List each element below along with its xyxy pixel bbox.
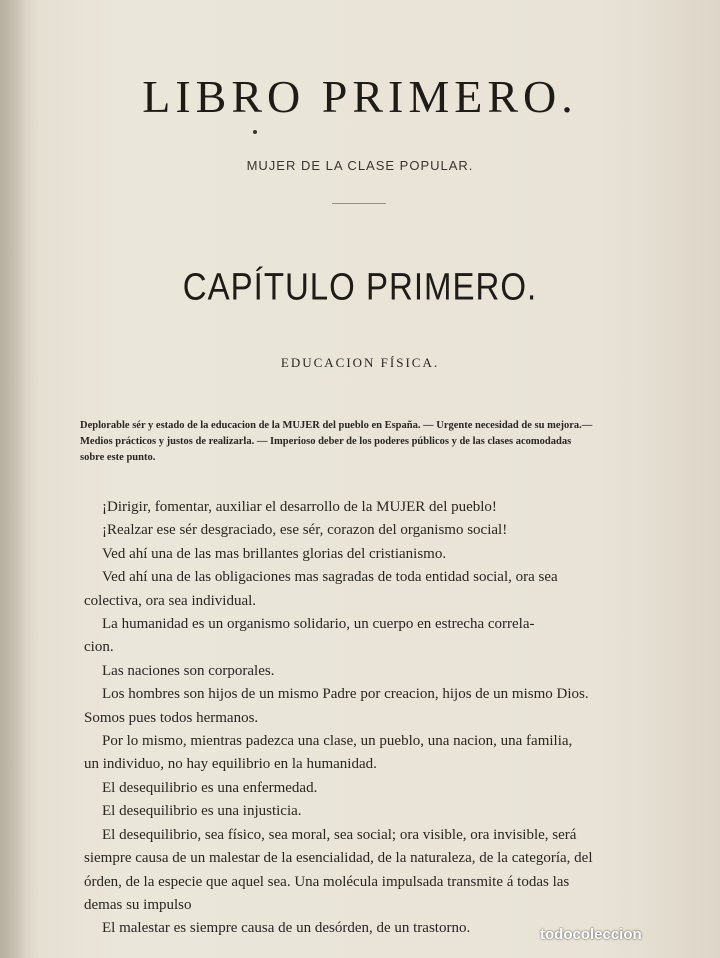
body-text [84, 496, 709, 941]
body-line: Ved ahí una de las obligaciones mas sagradas de toda entidad social, ora sea [102, 569, 558, 586]
body-line: órden, de la especie que aquel sea. Una molécula impulsada transmite á todas las [84, 873, 570, 890]
body-line: El desequilibrio es una injusticia. [102, 803, 302, 820]
divider-rule [332, 203, 386, 204]
body-line: siempre causa de un malestar de la esencialidad, de la naturaleza, de la categoría, del [84, 850, 593, 867]
summary-line: Deplorable sér y estado de la educacion de la MUJER del pueblo en España. — Urgente necesidad de su mejora.— [80, 420, 593, 431]
body-line: El desequilibrio es una enfermedad. [102, 779, 318, 796]
body-line: El malestar es siempre causa de un desórden, de un trastorno. [102, 920, 471, 937]
chapter-summary [80, 418, 700, 466]
body-line: Por lo mismo, mientras padezca una clase, un pueblo, una nacion, una familia, [102, 733, 573, 750]
body-line: La humanidad es un organismo solidario, un cuerpo en estrecha correla- [102, 616, 535, 633]
body-line: colectiva, ora sea individual. [84, 592, 257, 609]
body-line: demas su impulso [84, 896, 192, 913]
summary-line: Medios prácticos y justos de realizarla. — Imperioso deber de los poderes públicos y de las clases acomodadas [80, 436, 572, 447]
body-line: El desequilibrio, sea físico, sea moral, sea social; ora visible, ora invisible, será [102, 826, 577, 843]
summary-line: sobre este punto. [80, 452, 156, 463]
chapter-title: CAPÍTULO PRIMERO. [182, 265, 538, 308]
page-gutter-shadow [0, 0, 26, 958]
body-line: Somos pues todos hermanos. [84, 709, 259, 726]
watermark: todocoleccion [540, 926, 642, 943]
body-line: ¡Realzar ese sér desgraciado, ese sér, corazon del organismo social! [102, 522, 508, 539]
body-line: ¡Dirigir, fomentar, auxiliar el desarrollo de la MUJER del pueblo! [102, 499, 497, 515]
section-title: EDUCACION FÍSICA. [280, 355, 440, 370]
body-line: cion. [84, 639, 114, 656]
body-line: Las naciones son corporales. [102, 662, 275, 679]
subtitle: MUJER DE LA CLASE POPULAR. [246, 158, 474, 173]
body-line: Ved ahí una de las mas brillantes glorias del cristianismo. [102, 545, 447, 562]
ornament-dot [253, 130, 257, 134]
body-line: Los hombres son hijos de un mismo Padre por creacion, hijos de un mismo Dios. [102, 686, 589, 703]
body-line: un individuo, no hay equilibrio en la humanidad. [84, 756, 377, 773]
book-title: LIBRO PRIMERO. [142, 71, 578, 122]
